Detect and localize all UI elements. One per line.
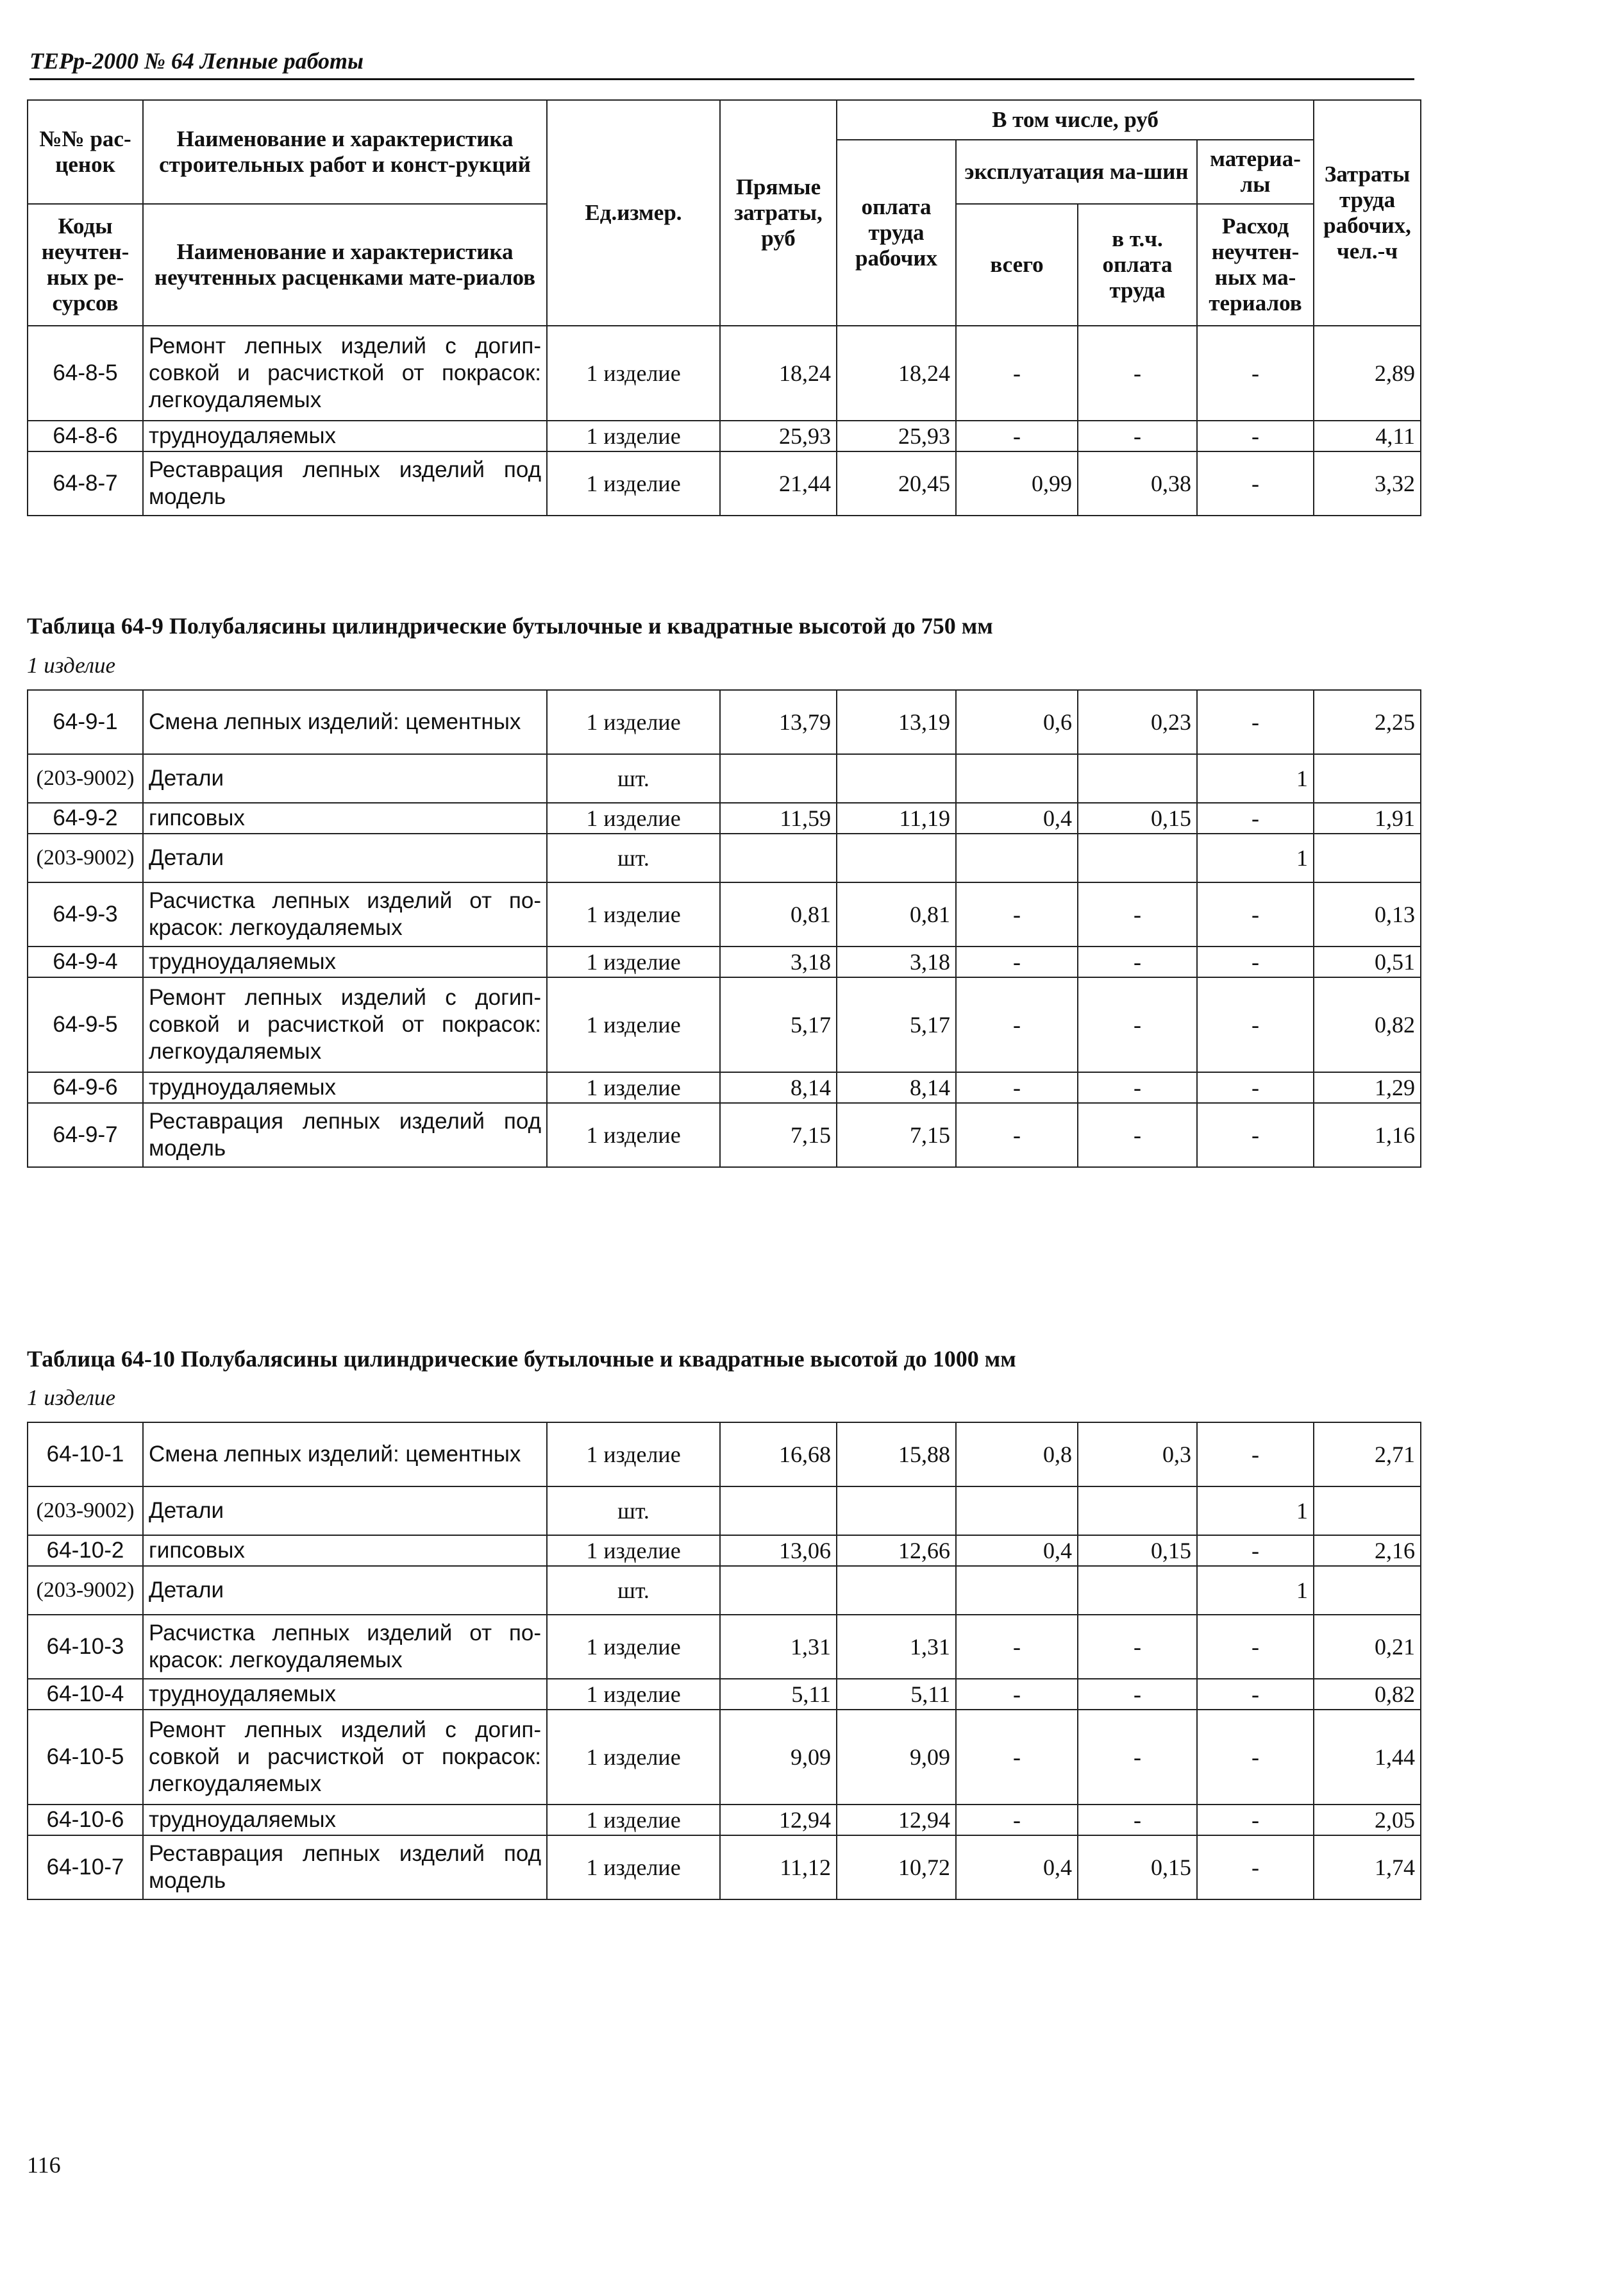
machines-total-cell: 0,4 [956, 803, 1078, 834]
machines-total-cell: - [956, 1710, 1078, 1805]
col-machines-total: всего [956, 204, 1078, 326]
materials-cell: - [1197, 451, 1314, 516]
table-64-9-caption: Таблица 64-9 Полубалясины цилиндрические бутылочные и квадратные высотой до 750 мм [27, 613, 993, 639]
machines-labor-cell [1078, 834, 1197, 882]
machines-labor-cell: - [1078, 947, 1197, 977]
direct-cell: 5,17 [720, 977, 837, 1072]
resource-row [28, 754, 1421, 803]
running-title: ТЕРр-2000 № 64 Лепные работы [29, 47, 1414, 80]
labor-pay-cell: 12,66 [837, 1535, 956, 1566]
resource-name: Детали [143, 1566, 547, 1615]
labor-pay-cell: 20,45 [837, 451, 956, 516]
machines-labor-cell [1078, 754, 1197, 803]
table-row [28, 1072, 1421, 1103]
work-name: гипсовых [143, 1535, 547, 1566]
machines-total-cell: - [956, 326, 1078, 421]
direct-cell: 3,18 [720, 947, 837, 977]
machines-labor-cell: - [1078, 421, 1197, 451]
labor-pay-cell: 15,88 [837, 1422, 956, 1486]
machines-total-cell: - [956, 1072, 1078, 1103]
machines-total-cell: - [956, 1679, 1078, 1710]
materials-cell: - [1197, 1710, 1314, 1805]
work-name: Смена лепных изделий: цементных [143, 690, 547, 754]
labor-pay-cell: 13,19 [837, 690, 956, 754]
col-direct: Прямые затраты, руб [720, 100, 837, 326]
col-unit: Ед.измер. [547, 100, 720, 326]
labor-hours-cell: 2,16 [1314, 1535, 1421, 1566]
direct-cell: 11,12 [720, 1835, 837, 1899]
table-64-8 [27, 99, 1421, 516]
direct-cell: 8,14 [720, 1072, 837, 1103]
machines-labor-cell: 0,15 [1078, 1535, 1197, 1566]
unit-cell: 1 изделие [547, 947, 720, 977]
unit-cell: 1 изделие [547, 1072, 720, 1103]
col-including: В том числе, руб [837, 100, 1314, 140]
col-materials-unaccounted: Расход неучтен-ных ма-териалов [1197, 204, 1314, 326]
direct-cell: 25,93 [720, 421, 837, 451]
rate-code: 64-10-7 [28, 1835, 143, 1899]
labor-hours-cell: 2,71 [1314, 1422, 1421, 1486]
materials-cell: - [1197, 803, 1314, 834]
machines-total-cell: 0,4 [956, 1835, 1078, 1899]
column-header [28, 100, 1421, 326]
col-labor-pay: оплата труда рабочих [837, 140, 956, 326]
machines-labor-cell: - [1078, 977, 1197, 1072]
machines-total-cell: - [956, 1615, 1078, 1679]
labor-hours-cell: 2,05 [1314, 1805, 1421, 1835]
labor-pay-cell: 12,94 [837, 1805, 956, 1835]
rate-code: 64-9-2 [28, 803, 143, 834]
table-row [28, 1103, 1421, 1167]
table-64-10-caption: Таблица 64-10 Полубалясины цилиндрические бутылочные и квадратные высотой до 1000 мм [27, 1346, 1016, 1372]
materials-cell: - [1197, 1805, 1314, 1835]
resource-code: (203-9002) [28, 1486, 143, 1535]
labor-hours-cell: 0,82 [1314, 1679, 1421, 1710]
rate-code: 64-10-3 [28, 1615, 143, 1679]
materials-cell: 1 [1197, 1486, 1314, 1535]
direct-cell: 0,81 [720, 882, 837, 947]
labor-pay-cell: 1,31 [837, 1615, 956, 1679]
labor-hours-cell: 1,29 [1314, 1072, 1421, 1103]
table-row [28, 690, 1421, 754]
table-64-9-unit: 1 изделие [27, 653, 116, 678]
labor-pay-cell [837, 754, 956, 803]
direct-cell: 5,11 [720, 1679, 837, 1710]
col-machines-labor: в т.ч. оплата труда [1078, 204, 1197, 326]
direct-cell: 13,79 [720, 690, 837, 754]
rate-code: 64-9-5 [28, 977, 143, 1072]
machines-labor-cell: - [1078, 1615, 1197, 1679]
materials-cell: 1 [1197, 1566, 1314, 1615]
machines-labor-cell: - [1078, 882, 1197, 947]
labor-pay-cell: 11,19 [837, 803, 956, 834]
materials-cell: - [1197, 947, 1314, 977]
work-name: трудноудаляемых [143, 1072, 547, 1103]
labor-hours-cell: 0,82 [1314, 977, 1421, 1072]
labor-pay-cell: 3,18 [837, 947, 956, 977]
table-row [28, 1835, 1421, 1899]
machines-total-cell: 0,6 [956, 690, 1078, 754]
unit-cell: 1 изделие [547, 1805, 720, 1835]
rate-code: 64-9-7 [28, 1103, 143, 1167]
rate-code: 64-9-1 [28, 690, 143, 754]
table-row [28, 1679, 1421, 1710]
work-name: трудноудаляемых [143, 1679, 547, 1710]
materials-cell: - [1197, 421, 1314, 451]
labor-pay-cell: 8,14 [837, 1072, 956, 1103]
labor-pay-cell: 9,09 [837, 1710, 956, 1805]
unit-cell: 1 изделие [547, 1103, 720, 1167]
table-64-10-unit: 1 изделие [27, 1385, 116, 1410]
labor-hours-cell: 3,32 [1314, 451, 1421, 516]
work-name: Реставрация лепных изделий под модель [143, 1103, 547, 1167]
direct-cell: 13,06 [720, 1535, 837, 1566]
materials-cell: - [1197, 1615, 1314, 1679]
unit-cell: шт. [547, 1486, 720, 1535]
table-64-10-body [28, 1422, 1421, 1899]
rate-code: 64-9-6 [28, 1072, 143, 1103]
work-name: Реставрация лепных изделий под модель [143, 451, 547, 516]
machines-total-cell: 0,4 [956, 1535, 1078, 1566]
labor-hours-cell: 2,89 [1314, 326, 1421, 421]
direct-cell [720, 1566, 837, 1615]
machines-total-cell: 0,99 [956, 451, 1078, 516]
direct-cell: 1,31 [720, 1615, 837, 1679]
direct-cell: 16,68 [720, 1422, 837, 1486]
rate-code: 64-10-1 [28, 1422, 143, 1486]
labor-pay-cell: 10,72 [837, 1835, 956, 1899]
rate-code: 64-8-7 [28, 451, 143, 516]
rate-code: 64-10-4 [28, 1679, 143, 1710]
rate-code: 64-9-4 [28, 947, 143, 977]
labor-pay-cell: 25,93 [837, 421, 956, 451]
materials-cell: - [1197, 882, 1314, 947]
work-name: Ремонт лепных изделий с догип-совкой и расчисткой от покрасок: легкоудаляемых [143, 977, 547, 1072]
resource-code: (203-9002) [28, 754, 143, 803]
work-name: трудноудаляемых [143, 421, 547, 451]
materials-cell: - [1197, 326, 1314, 421]
work-name: Смена лепных изделий: цементных [143, 1422, 547, 1486]
machines-total-cell: - [956, 947, 1078, 977]
labor-hours-cell [1314, 1566, 1421, 1615]
unit-cell: 1 изделие [547, 421, 720, 451]
materials-cell: - [1197, 1679, 1314, 1710]
labor-pay-cell [837, 1486, 956, 1535]
machines-labor-cell: - [1078, 1710, 1197, 1805]
labor-hours-cell [1314, 834, 1421, 882]
unit-cell: 1 изделие [547, 882, 720, 947]
machines-total-cell [956, 1486, 1078, 1535]
labor-pay-cell: 18,24 [837, 326, 956, 421]
resource-code: (203-9002) [28, 1566, 143, 1615]
work-name: Расчистка лепных изделий от по-красок: легкоудаляемых [143, 1615, 547, 1679]
labor-pay-cell: 0,81 [837, 882, 956, 947]
direct-cell [720, 754, 837, 803]
unit-cell: 1 изделие [547, 1535, 720, 1566]
materials-cell: - [1197, 1103, 1314, 1167]
rate-code: 64-8-6 [28, 421, 143, 451]
unit-cell: 1 изделие [547, 1835, 720, 1899]
page-number: 116 [27, 2152, 61, 2178]
table-64-10 [27, 1422, 1421, 1900]
work-name: трудноудаляемых [143, 947, 547, 977]
unit-cell: шт. [547, 754, 720, 803]
col-name-bottom: Наименование и характеристика неучтенных расценками мате-риалов [143, 204, 547, 326]
direct-cell: 21,44 [720, 451, 837, 516]
machines-labor-cell: 0,23 [1078, 690, 1197, 754]
materials-cell: 1 [1197, 754, 1314, 803]
resource-name: Детали [143, 1486, 547, 1535]
unit-cell: 1 изделие [547, 690, 720, 754]
resource-name: Детали [143, 754, 547, 803]
materials-cell: - [1197, 1535, 1314, 1566]
unit-cell: 1 изделие [547, 1422, 720, 1486]
labor-pay-cell [837, 1566, 956, 1615]
direct-cell: 7,15 [720, 1103, 837, 1167]
work-name: гипсовых [143, 803, 547, 834]
table-row [28, 882, 1421, 947]
labor-pay-cell [837, 834, 956, 882]
machines-total-cell: 0,8 [956, 1422, 1078, 1486]
machines-total-cell [956, 754, 1078, 803]
unit-cell: 1 изделие [547, 977, 720, 1072]
materials-cell: - [1197, 1422, 1314, 1486]
resource-row [28, 834, 1421, 882]
table-row [28, 451, 1421, 516]
rate-code: 64-10-5 [28, 1710, 143, 1805]
work-name: Ремонт лепных изделий с догип-совкой и расчисткой от покрасок: легкоудаляемых [143, 326, 547, 421]
labor-hours-cell: 1,74 [1314, 1835, 1421, 1899]
labor-hours-cell [1314, 1486, 1421, 1535]
col-materials: материа-лы [1197, 140, 1314, 204]
work-name: Реставрация лепных изделий под модель [143, 1835, 547, 1899]
direct-cell: 12,94 [720, 1805, 837, 1835]
machines-labor-cell: - [1078, 326, 1197, 421]
table-row [28, 947, 1421, 977]
labor-hours-cell [1314, 754, 1421, 803]
table-row [28, 326, 1421, 421]
unit-cell: шт. [547, 834, 720, 882]
table-row [28, 1615, 1421, 1679]
table-row [28, 803, 1421, 834]
machines-total-cell: - [956, 1805, 1078, 1835]
machines-labor-cell: - [1078, 1679, 1197, 1710]
rate-code: 64-8-5 [28, 326, 143, 421]
machines-total-cell [956, 1566, 1078, 1615]
table-64-9 [27, 689, 1421, 1168]
machines-total-cell: - [956, 421, 1078, 451]
rate-code: 64-10-2 [28, 1535, 143, 1566]
resource-row [28, 1486, 1421, 1535]
table-row [28, 421, 1421, 451]
direct-cell: 11,59 [720, 803, 837, 834]
materials-cell: - [1197, 1835, 1314, 1899]
table-64-8-body [28, 326, 1421, 516]
unit-cell: шт. [547, 1566, 720, 1615]
labor-hours-cell: 0,13 [1314, 882, 1421, 947]
rate-code: 64-9-3 [28, 882, 143, 947]
work-name: Расчистка лепных изделий от по-красок: легкоудаляемых [143, 882, 547, 947]
materials-cell: 1 [1197, 834, 1314, 882]
work-name: Ремонт лепных изделий с догип-совкой и расчисткой от покрасок: легкоудаляемых [143, 1710, 547, 1805]
unit-cell: 1 изделие [547, 1615, 720, 1679]
resource-row [28, 1566, 1421, 1615]
machines-labor-cell: 0,38 [1078, 451, 1197, 516]
direct-cell [720, 834, 837, 882]
labor-pay-cell: 5,11 [837, 1679, 956, 1710]
table-row [28, 1535, 1421, 1566]
machines-total-cell [956, 834, 1078, 882]
unit-cell: 1 изделие [547, 326, 720, 421]
table-row [28, 1422, 1421, 1486]
machines-labor-cell [1078, 1566, 1197, 1615]
machines-labor-cell: 0,3 [1078, 1422, 1197, 1486]
materials-cell: - [1197, 1072, 1314, 1103]
work-name: трудноудаляемых [143, 1805, 547, 1835]
unit-cell: 1 изделие [547, 1679, 720, 1710]
labor-hours-cell: 1,44 [1314, 1710, 1421, 1805]
direct-cell: 18,24 [720, 326, 837, 421]
labor-hours-cell: 4,11 [1314, 421, 1421, 451]
direct-cell: 9,09 [720, 1710, 837, 1805]
resource-name: Детали [143, 834, 547, 882]
machines-labor-cell: 0,15 [1078, 803, 1197, 834]
table-row [28, 1710, 1421, 1805]
machines-labor-cell: - [1078, 1805, 1197, 1835]
labor-pay-cell: 7,15 [837, 1103, 956, 1167]
col-labor-hours: Затраты труда рабочих, чел.-ч [1314, 100, 1421, 326]
unit-cell: 1 изделие [547, 803, 720, 834]
table-row [28, 977, 1421, 1072]
col-machines: эксплуатация ма-шин [956, 140, 1197, 204]
machines-total-cell: - [956, 882, 1078, 947]
machines-labor-cell: 0,15 [1078, 1835, 1197, 1899]
labor-hours-cell: 2,25 [1314, 690, 1421, 754]
machines-total-cell: - [956, 977, 1078, 1072]
labor-pay-cell: 5,17 [837, 977, 956, 1072]
machines-labor-cell [1078, 1486, 1197, 1535]
resource-code: (203-9002) [28, 834, 143, 882]
unit-cell: 1 изделие [547, 451, 720, 516]
labor-hours-cell: 1,91 [1314, 803, 1421, 834]
col-code-bottom: Коды неучтен-ных ре-сурсов [28, 204, 143, 326]
machines-total-cell: - [956, 1103, 1078, 1167]
rate-code: 64-10-6 [28, 1805, 143, 1835]
unit-cell: 1 изделие [547, 1710, 720, 1805]
col-name-top: Наименование и характеристика строительных работ и конст-рукций [143, 100, 547, 204]
materials-cell: - [1197, 977, 1314, 1072]
direct-cell [720, 1486, 837, 1535]
table-row [28, 1805, 1421, 1835]
materials-cell: - [1197, 690, 1314, 754]
labor-hours-cell: 0,21 [1314, 1615, 1421, 1679]
machines-labor-cell: - [1078, 1072, 1197, 1103]
labor-hours-cell: 0,51 [1314, 947, 1421, 977]
table-64-9-body [28, 690, 1421, 1167]
col-code-top: №№ рас-ценок [28, 100, 143, 204]
machines-labor-cell: - [1078, 1103, 1197, 1167]
labor-hours-cell: 1,16 [1314, 1103, 1421, 1167]
